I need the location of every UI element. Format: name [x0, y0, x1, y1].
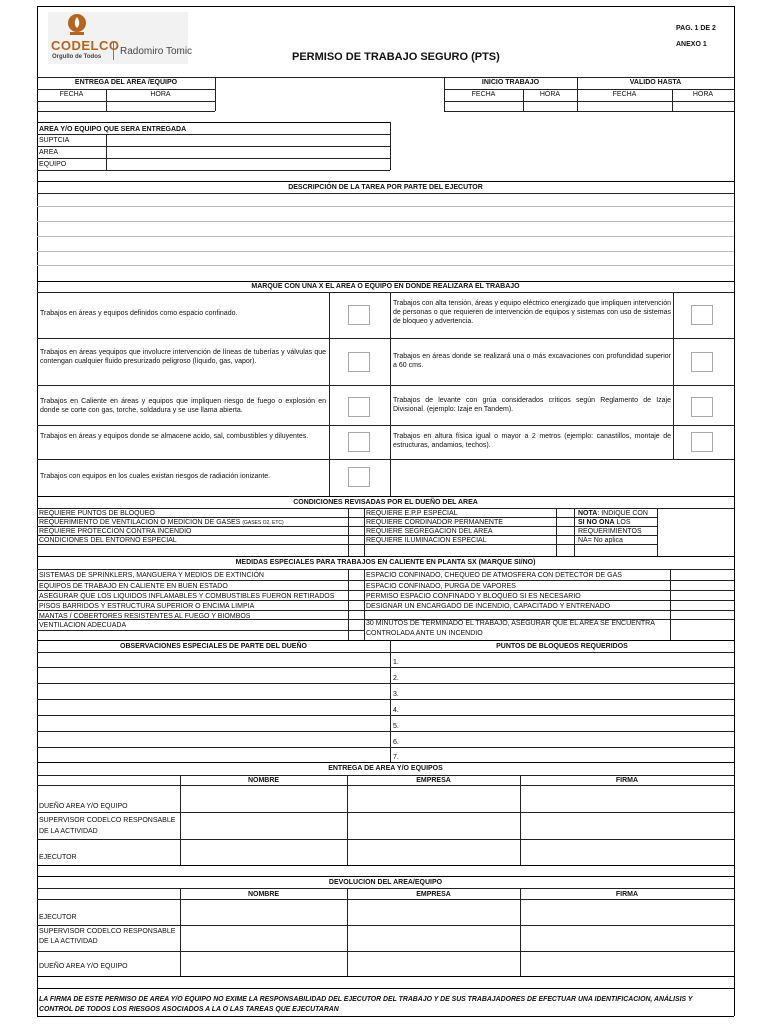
annex-label: ANEXO 1 [676, 41, 707, 48]
handover-row-label: DUEÑO AREA Y/O EQUIPO [39, 803, 128, 810]
condition-label: REQUIERE SEGREGACION DEL AREA [366, 528, 493, 535]
suptcia-field[interactable] [107, 135, 389, 145]
observations-textarea[interactable] [38, 653, 389, 761]
hotwork-label: MANTAS / COBERTORES RESISTENTES AL FUEGO Y BIOMBOS [39, 613, 251, 620]
hotwork-label: DESIGNAR UN ENCARGADO DE INCENDIO, CAPACITADO Y ENTRENADO [366, 603, 611, 610]
return-signature-area[interactable] [181, 900, 734, 975]
footer-disclaimer: CONTROL DE TODOS LOS RIESGOS ASOCIADOS A LA O LAS TAREAS QUE EJECUTARAN [39, 1006, 339, 1013]
hotwork-label: ASEGURAR QUE LOS LIQUIDOS INFLAMABLES Y COMBUSTIBLES FUERON RETIRADOS [39, 593, 335, 600]
condition-label: REQUIERE PROTECCION CONTRA INCENDIO [39, 528, 192, 535]
valid-date-label: FECHA [612, 91, 637, 98]
start-time-label: HORA [539, 91, 561, 98]
lockout-item: 2. [393, 675, 399, 682]
return-row-label: DUEÑO AREA Y/O EQUIPO [39, 963, 128, 970]
work-area-checkbox[interactable] [348, 397, 370, 417]
hotwork-label: ESPACIO CONFINADO, CHEQUEO DE ATMOSFERA CON DETECTOR DE GAS [366, 572, 622, 579]
work-area-checkbox[interactable] [691, 352, 713, 372]
valid-time-field[interactable] [673, 102, 733, 110]
handover-row-label: DE LA ACTIVIDAD [39, 828, 98, 835]
hotwork-label: PERMISO ESPACIO CONFINADO Y BLOQUEO SI ES NECESARIO [366, 593, 581, 600]
condition-label: REQUIERE E.P.P ESPECIAL [366, 510, 458, 517]
area-field[interactable] [107, 147, 389, 157]
work-area-text: Trabajos en áreas y equipos donde se almacene acido, sal, combustibles y diluyentes. [40, 433, 309, 440]
observations-title: OBSERVACIONES ESPECIALES DE PARTE DEL DUEÑO [120, 643, 307, 650]
work-area-text: Trabajos con equipos en los cuales existan riesgos de radiación ionizante. [40, 473, 271, 480]
work-area-text: Trabajos de levante con grúa considerados críticos según Reglamento de Izaje Divisional. (ejemplo: Izaje en Tandem). [393, 397, 671, 414]
description-title: DESCRIPCIÓN DE LA TAREA POR PARTE DEL EJECUTOR [288, 184, 483, 191]
condition-answer-column[interactable] [557, 509, 573, 544]
delivery-time-label: HORA [150, 91, 171, 98]
hotwork-label: CONTROLADA ANTE UN INCENDIO [366, 630, 483, 637]
footer-disclaimer: LA FIRMA DE ESTE PERMISO DE AREA Y/O EQUIPO NO EXIME LA RESPONSABILIDAD DEL EJECUTOR DEL TRABAJO Y DE SUS TRABAJADORES DE EFECTUAR UNA IDENTIFICACION, ANÁLISIS Y [39, 996, 693, 1003]
column-header: FIRMA [615, 891, 639, 898]
hotwork-label: SISTEMAS DE SPRINKLERS, MANGUERA Y MEDIOS DE EXTINCIÓN [39, 572, 264, 579]
column-header: EMPRESA [416, 777, 451, 784]
start-date-field[interactable] [445, 102, 522, 110]
copper-drop-icon [64, 13, 90, 37]
equipo-field[interactable] [107, 159, 389, 169]
condition-label: CONDICIONES DEL ENTORNO ESPECIAL [39, 537, 177, 544]
work-area-text: Trabajos en áreas y equipos definidos como espacio confinado. [40, 310, 238, 317]
logo-tagline: Orgullo de Todos [52, 54, 102, 60]
conditions-title: CONDICIONES REVISADAS POR EL DUEÑO DEL AREA [293, 499, 478, 506]
handover-row-label: EJECUTOR [39, 854, 77, 861]
condition-label: REQUERIMIENTO DE VENTILACION O MEDICION DE GASES (GASES O2, ETC) [39, 519, 284, 526]
note-line: NA= No aplica [578, 537, 623, 544]
work-area-checkbox[interactable] [348, 467, 370, 487]
return-row-label: SUPERVISOR CODELCO RESPONSABLE [39, 928, 176, 935]
lockout-item: 4. [393, 707, 399, 714]
note-line: REQUERIMIENTOS [578, 528, 642, 535]
work-area-text: Trabajos en Caliente en áreas y equipos que impliquen riesgo de fuego o explosión en donde se corte con gas, torche, soldadura y se use llama abierta. [40, 398, 326, 415]
hotwork-label: PISOS BARRIDOS Y ESTRUCTURA SUPERIOR O ENCIMA LIMPIA [39, 603, 255, 610]
start-title: INICIO TRABAJO [481, 79, 540, 86]
lockout-item: 5. [393, 723, 399, 730]
hotwork-label: EQUIPOS DE TRABAJO EN CALIENTE EN BUEN ESTADO [39, 583, 228, 590]
codelco-logo [48, 12, 193, 64]
page-title: PERMISO DE TRABAJO SEGURO (PTS) [292, 51, 500, 63]
area-row-label: SUPTCIA [39, 137, 70, 144]
work-area-checkbox[interactable] [348, 432, 370, 452]
column-header: FIRMA [615, 777, 639, 784]
work-area-checkbox[interactable] [691, 305, 713, 325]
description-textarea[interactable] [38, 194, 733, 280]
start-time-field[interactable] [524, 102, 576, 110]
lockout-item: 6. [393, 739, 399, 746]
delivery-time-field[interactable] [107, 102, 214, 110]
area-title: AREA Y/O EQUIPO QUE SERA ENTREGADA [39, 126, 187, 133]
hotwork-answer-column[interactable] [349, 570, 363, 639]
hotwork-label: VENTILACION ADECUADA [39, 622, 127, 629]
note-line: SI NO ONA LOS [578, 519, 631, 526]
work-areas-title: MARQUE CON UNA X EL AREA O EQUIPO EN DONDE REALIZARA EL TRABAJO [251, 283, 520, 290]
work-area-checkbox[interactable] [348, 352, 370, 372]
condition-label: REQUIERE ILUMINACION ESPECIAL [366, 537, 487, 544]
hotwork-label: ESPACIO CONFINADO, PURGA DE VAPORES [366, 583, 516, 590]
work-area-checkbox[interactable] [691, 432, 713, 452]
frame-top [37, 6, 734, 7]
column-header: EMPRESA [416, 891, 451, 898]
area-row-label: EQUIPO [39, 161, 67, 168]
handover-row-label: SUPERVISOR CODELCO RESPONSABLE [39, 817, 176, 824]
hotwork-label: 30 MINUTOS DE TERMINADO EL TRABAJO, ASEGURAR QUE EL AREA SE ENCUENTRA [366, 620, 655, 627]
start-date-label: FECHA [471, 91, 496, 98]
hotwork-title: MEDIDAS ESPECIALES PARA TRABAJOS EN CALIENTE EN PLANTA SX (MARQUE SI/NO) [235, 559, 536, 566]
return-row-label: DE LA ACTIVIDAD [39, 938, 98, 945]
work-area-checkbox[interactable] [691, 397, 713, 417]
logo-division: Radomiro Tomic [120, 46, 193, 57]
return-row-label: EJECUTOR [39, 914, 77, 921]
delivery-title: ENTREGA DEL AREA /EQUIPO [74, 79, 178, 86]
lockout-item: 7. [393, 754, 399, 761]
valid-date-field[interactable] [578, 102, 671, 110]
handover-signature-area[interactable] [181, 786, 734, 864]
return-title: DEVOLUCION DEL AREA/EQUIPO [328, 879, 443, 886]
lockout-item: 1. [393, 659, 399, 666]
work-area-text: Trabajos en áreas yequipos que involucre intervención de líneas de tuberías y válvulas que contengan cualquier fluido presurizado peligroso (líquido, gas, vapor). [40, 349, 326, 366]
logo-brand: CODELCO [51, 38, 120, 53]
hotwork-answer-column[interactable] [671, 570, 733, 639]
area-row-label: AREA [39, 149, 59, 156]
valid-title: VALIDO HASTA [629, 79, 682, 86]
work-area-checkbox[interactable] [348, 305, 370, 325]
condition-label: REQUIERE CORDINADOR PERMANENTE [366, 519, 503, 526]
handover-title: ENTREGA DE AREA Y/O EQUIPOS [328, 765, 443, 772]
work-area-text: Trabajos en áreas donde se realizará una o más excavaciones con profundidad superior a 60 cms. [393, 353, 671, 370]
delivery-date-label: FECHA [59, 91, 84, 98]
lockout-item: 3. [393, 691, 399, 698]
lockout-title: PUNTOS DE BLOQUEOS REQUERIDOS [496, 643, 628, 650]
condition-label: REQUIERE PUNTOS DE BLOQUEO [39, 510, 155, 517]
column-header: NOMBRE [247, 891, 280, 898]
delivery-date-field[interactable] [38, 102, 105, 110]
page-number: PAG. 1 DE 2 [676, 25, 716, 32]
valid-time-label: HORA [692, 91, 714, 98]
work-area-text: Trabajos con alta tensión, áreas y equipo eléctrico energizado que impliquen intervención de personas o que requieren de intervención de equipos y sistemas con uso de sistemas de bloqueo y advertencia. [393, 300, 671, 326]
work-area-text: Trabajos en altura física igual o mayor a 2 metros (ejemplo: canastillos, montaje de estructuras, andamios, techos). [393, 433, 671, 450]
frame-right [734, 6, 735, 1016]
column-header: NOMBRE [247, 777, 280, 784]
note-line: NOTA: INDIQUE CON [578, 510, 648, 517]
condition-answer-column[interactable] [349, 509, 363, 544]
